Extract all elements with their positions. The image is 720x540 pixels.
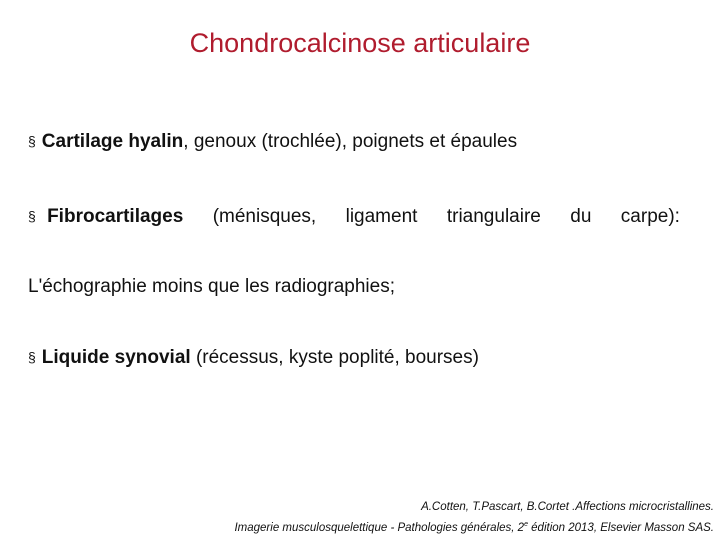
citation-line-2 <box>234 516 714 537</box>
bullet-word: ligament <box>345 206 418 227</box>
slide-title: Chondrocalcinose articulaire <box>189 28 531 58</box>
bullet-word: (ménisques, <box>212 206 317 227</box>
bullet-bold-text: Liquide synovial <box>41 347 191 368</box>
bullet-text: (récessus, kyste poplité, bourses) <box>190 347 479 368</box>
bullet-cartilage-hyalin <box>28 131 692 153</box>
bullet-fibrocartilages <box>28 206 692 228</box>
citation-line-2-end: édition 2013, Elsevier Masson SAS. <box>527 521 714 534</box>
citation-line-2-text: Imagerie musculosquelettique - Pathologies générales, 2 <box>234 521 525 534</box>
bullet-marker: § <box>28 208 36 224</box>
bullet-text: , genoux (trochlée), poignets et épaules <box>183 131 518 152</box>
citation <box>234 498 714 537</box>
bullet-word: carpe): <box>620 206 680 227</box>
bullet-word: triangulaire <box>446 206 541 227</box>
bullet-liquide-synovial <box>28 347 692 369</box>
citation-superscript: e <box>524 521 528 528</box>
bullet-marker: § <box>28 133 36 149</box>
bullet-bold-text: Cartilage hyalin <box>41 131 184 152</box>
bullet-marker: § <box>28 349 36 365</box>
bullet-bold-text: Fibrocartilages <box>47 206 184 227</box>
citation-line-1: A.Cotten, T.Pascart, B.Cortet .Affections microcristallines. <box>421 501 714 513</box>
bullet-word: du <box>570 206 592 227</box>
plain-text-line: L'échographie moins que les radiographies; <box>28 276 395 297</box>
